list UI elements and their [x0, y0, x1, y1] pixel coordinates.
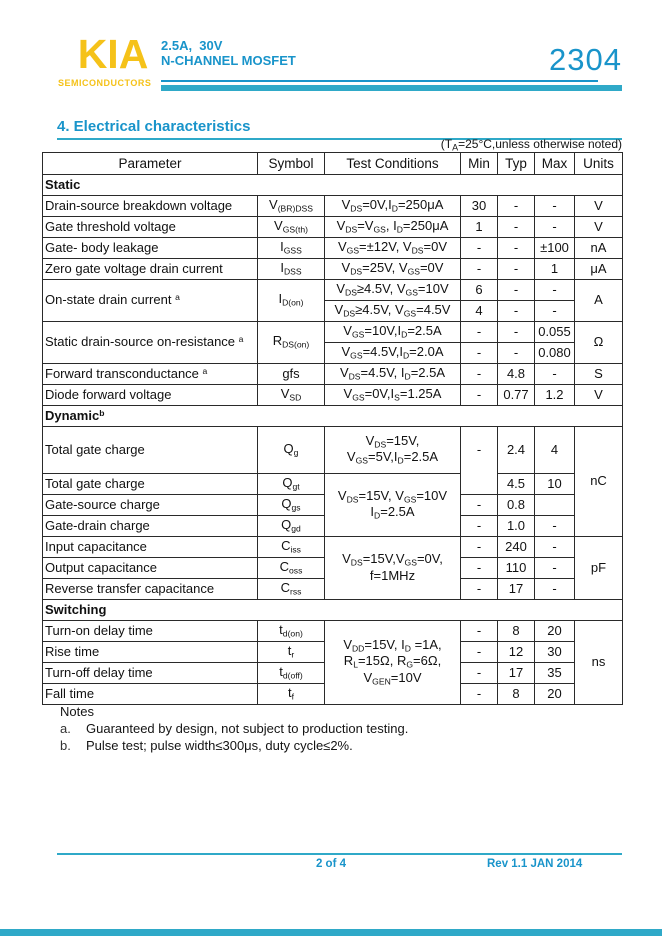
- units-cell: Ω: [575, 322, 623, 364]
- symbol-cell: $Q_g$: [258, 427, 325, 474]
- value-cell: -: [535, 196, 575, 217]
- symbol-cell: $C_{iss}$: [258, 537, 325, 558]
- value-cell: -: [498, 301, 535, 322]
- value-cell: 4.5: [498, 474, 535, 495]
- section-row: [43, 406, 623, 427]
- column-header: Symbol: [258, 153, 325, 175]
- condition-cell: $V_{DS}=4.5V$, $I_D=2.5A$: [325, 364, 461, 385]
- symbol-cell: $t_{d(off)}$: [258, 663, 325, 684]
- condition-cell: $V_{DD}=15V$, $I_D =1A$, $R_L=15\Omega$, $R_G=6\Omega$, $V_{GEN}=10V$: [325, 621, 461, 705]
- parameter-cell: Reverse transfer capacitance: [43, 579, 258, 600]
- symbol-cell: $V_{SD}$: [258, 385, 325, 406]
- value-cell: 4: [535, 427, 575, 474]
- value-cell: -: [461, 364, 498, 385]
- device-summary: [161, 38, 296, 68]
- condition-cell: $V_{GS}=0V,I_S=1.25A$: [325, 385, 461, 406]
- spec-row: [43, 280, 623, 301]
- units-cell: μA: [575, 259, 623, 280]
- value-cell: -: [535, 537, 575, 558]
- value-cell: -: [461, 558, 498, 579]
- value-cell: ±100: [535, 238, 575, 259]
- spec-row: [43, 364, 623, 385]
- spec-row: [43, 621, 623, 642]
- brand-logo-text: KIA: [77, 31, 149, 77]
- value-cell: 17: [498, 579, 535, 600]
- value-cell: 6: [461, 280, 498, 301]
- spec-table-wrap: [42, 152, 623, 705]
- condition-cell: $V_{DS}\ge 4.5V$, $V_{GS}=4.5V$: [325, 301, 461, 322]
- symbol-cell: gfs: [258, 364, 325, 385]
- symbol-cell: $Q_{gt}$: [258, 474, 325, 495]
- symbol-cell: $Q_{gd}$: [258, 516, 325, 537]
- value-cell: 110: [498, 558, 535, 579]
- condition-cell: $V_{DS}=V_{GS}$, $I_D=250\mu A$: [325, 217, 461, 238]
- spec-row: [43, 217, 623, 238]
- value-cell: -: [461, 322, 498, 343]
- symbol-cell: $C_{rss}$: [258, 579, 325, 600]
- condition-cell: $V_{DS}=15V,V_{GS}=0V$, f=1MHz: [325, 537, 461, 600]
- value-cell: 20: [535, 684, 575, 705]
- value-cell: -: [535, 579, 575, 600]
- units-cell: V: [575, 196, 623, 217]
- value-cell: -: [498, 217, 535, 238]
- parameter-cell: Gate-source charge: [43, 495, 258, 516]
- bottom-bar: [0, 929, 662, 936]
- value-cell: 0.080: [535, 343, 575, 364]
- parameter-cell: Gate-drain charge: [43, 516, 258, 537]
- parameter-cell: Gate- body leakage: [43, 238, 258, 259]
- value-cell: 4: [461, 301, 498, 322]
- spec-row: [43, 259, 623, 280]
- section-label: Static: [43, 175, 623, 196]
- parameter-cell: Rise time: [43, 642, 258, 663]
- value-cell: 4.8: [498, 364, 535, 385]
- symbol-cell: $I_{GSS}$: [258, 238, 325, 259]
- units-cell: nC: [575, 427, 623, 537]
- device-type: N-CHANNEL MOSFET: [161, 53, 296, 68]
- symbol-cell: $t_f$: [258, 684, 325, 705]
- value-cell: -: [498, 280, 535, 301]
- symbol-cell: $t_{d(on)}$: [258, 621, 325, 642]
- value-cell: -: [461, 238, 498, 259]
- value-cell: -: [461, 259, 498, 280]
- value-cell: -: [461, 427, 498, 495]
- parameter-cell: Drain-source breakdown voltage: [43, 196, 258, 217]
- value-cell: 30: [461, 196, 498, 217]
- value-cell: -: [461, 663, 498, 684]
- spec-row: [43, 427, 623, 474]
- parameter-cell: Total gate charge: [43, 474, 258, 495]
- condition-cell: $V_{DS}=0V,I_D=250\mu A$: [325, 196, 461, 217]
- value-cell: 35: [535, 663, 575, 684]
- header-rule-thin: [161, 80, 598, 82]
- note-item: [60, 721, 408, 736]
- parameter-cell: Turn-off delay time: [43, 663, 258, 684]
- value-cell: -: [461, 621, 498, 642]
- note-item: [60, 738, 408, 753]
- symbol-cell: $C_{oss}$: [258, 558, 325, 579]
- value-cell: -: [461, 385, 498, 406]
- column-header: Max: [535, 153, 575, 175]
- symbol-cell: $t_r$: [258, 642, 325, 663]
- value-cell: 10: [535, 474, 575, 495]
- value-cell: -: [498, 259, 535, 280]
- parameter-cell: On-state drain current $^a$: [43, 280, 258, 322]
- value-cell: -: [535, 558, 575, 579]
- parameter-cell: Fall time: [43, 684, 258, 705]
- value-cell: 30: [535, 642, 575, 663]
- value-cell: -: [461, 516, 498, 537]
- value-cell: -: [461, 537, 498, 558]
- value-cell: 1.0: [498, 516, 535, 537]
- column-header: Typ: [498, 153, 535, 175]
- note-label: b.: [60, 738, 71, 753]
- value-cell: [535, 495, 575, 516]
- parameter-cell: Total gate charge: [43, 427, 258, 474]
- parameter-cell: Diode forward voltage: [43, 385, 258, 406]
- value-cell: -: [535, 217, 575, 238]
- condition-cell: $V_{GS}=10V,I_D=2.5A$: [325, 322, 461, 343]
- units-cell: nA: [575, 238, 623, 259]
- condition-cell: $V_{DS}\ge 4.5V$, $V_{GS}=10V$: [325, 280, 461, 301]
- table-header-row: [43, 153, 623, 175]
- section-label: Dynamic$^b$: [43, 406, 623, 427]
- section-row: [43, 175, 623, 196]
- value-cell: 0.8: [498, 495, 535, 516]
- value-cell: -: [461, 642, 498, 663]
- symbol-cell: $R_{DS(on)}$: [258, 322, 325, 364]
- column-header: Min: [461, 153, 498, 175]
- units-cell: V: [575, 217, 623, 238]
- section-label: Switching: [43, 600, 623, 621]
- value-cell: -: [535, 301, 575, 322]
- value-cell: 1: [535, 259, 575, 280]
- value-cell: 2.4: [498, 427, 535, 474]
- units-cell: V: [575, 385, 623, 406]
- parameter-cell: Zero gate voltage drain current: [43, 259, 258, 280]
- value-cell: 1.2: [535, 385, 575, 406]
- revision-label: Rev 1.1 JAN 2014: [487, 858, 583, 870]
- column-header: Parameter: [43, 153, 258, 175]
- value-cell: 240: [498, 537, 535, 558]
- spec-row: [43, 385, 623, 406]
- spec-row: [43, 322, 623, 343]
- units-cell: ns: [575, 621, 623, 705]
- value-cell: -: [535, 516, 575, 537]
- value-cell: 17: [498, 663, 535, 684]
- notes: [60, 704, 408, 753]
- spec-table: [42, 152, 623, 705]
- symbol-cell: $I_{DSS}$: [258, 259, 325, 280]
- column-header: Units: [575, 153, 623, 175]
- parameter-cell: Static drain-source on-resistance $^a$: [43, 322, 258, 364]
- device-rating: 2.5A, 30V: [161, 38, 223, 53]
- spec-row: [43, 474, 623, 495]
- units-cell: A: [575, 280, 623, 322]
- notes-title: Notes: [60, 704, 94, 719]
- units-cell: S: [575, 364, 623, 385]
- value-cell: 12: [498, 642, 535, 663]
- value-cell: -: [498, 343, 535, 364]
- note-text: Guaranteed by design, not subject to production testing.: [86, 721, 409, 736]
- value-cell: -: [461, 684, 498, 705]
- parameter-cell: Input capacitance: [43, 537, 258, 558]
- value-cell: -: [498, 238, 535, 259]
- brand-logo-subtext: SEMICONDUCTORS: [58, 78, 152, 88]
- column-header: Test Conditions: [325, 153, 461, 175]
- value-cell: 1: [461, 217, 498, 238]
- value-cell: -: [461, 579, 498, 600]
- symbol-cell: $I_{D(on)}$: [258, 280, 325, 322]
- condition-cell: $V_{DS}=15V$, $V_{GS}=10V$ $I_D=2.5A$: [325, 474, 461, 537]
- parameter-cell: Output capacitance: [43, 558, 258, 579]
- value-cell: 0.055: [535, 322, 575, 343]
- header-rule-thick: [161, 85, 622, 91]
- units-cell: pF: [575, 537, 623, 600]
- part-number: 2304: [549, 42, 622, 77]
- note-text: Pulse test; pulse width≤300μs, duty cycle≤2%.: [86, 738, 353, 753]
- condition-cell: $V_{GS}=\pm 12V$, $V_{DS}=0V$: [325, 238, 461, 259]
- section-row: [43, 600, 623, 621]
- page-number: 2 of 4: [315, 858, 347, 870]
- condition-cell: $V_{DS}=15V$, $V_{GS}=5V,I_D=2.5A$: [325, 427, 461, 474]
- value-cell: -: [535, 364, 575, 385]
- spec-row: [43, 196, 623, 217]
- condition-note: ($T_A=25^\circ C,unless$ otherwise noted): [440, 137, 622, 153]
- condition-cell: $V_{GS}=4.5V,I_D=2.0A$: [325, 343, 461, 364]
- footer-rule: [57, 853, 622, 855]
- value-cell: -: [498, 196, 535, 217]
- spec-row: [43, 238, 623, 259]
- value-cell: 8: [498, 621, 535, 642]
- symbol-cell: $V_{GS(th)}$: [258, 217, 325, 238]
- value-cell: 0.77: [498, 385, 535, 406]
- brand-logo: [58, 31, 168, 88]
- symbol-cell: $Q_{gs}$: [258, 495, 325, 516]
- parameter-cell: Gate threshold voltage: [43, 217, 258, 238]
- value-cell: 20: [535, 621, 575, 642]
- note-label: a.: [60, 721, 71, 736]
- parameter-cell: Turn-on delay time: [43, 621, 258, 642]
- spec-table-body: [43, 175, 623, 705]
- condition-cell: $V_{DS}=25V$, $V_{GS}=0V$: [325, 259, 461, 280]
- value-cell: 8: [498, 684, 535, 705]
- section-title: 4. Electrical characteristics: [57, 118, 251, 135]
- value-cell: -: [498, 322, 535, 343]
- parameter-cell: Forward transconductance $^a$: [43, 364, 258, 385]
- value-cell: -: [535, 280, 575, 301]
- value-cell: -: [461, 343, 498, 364]
- symbol-cell: $V_{(BR)DSS}$: [258, 196, 325, 217]
- value-cell: -: [461, 495, 498, 516]
- spec-row: [43, 537, 623, 558]
